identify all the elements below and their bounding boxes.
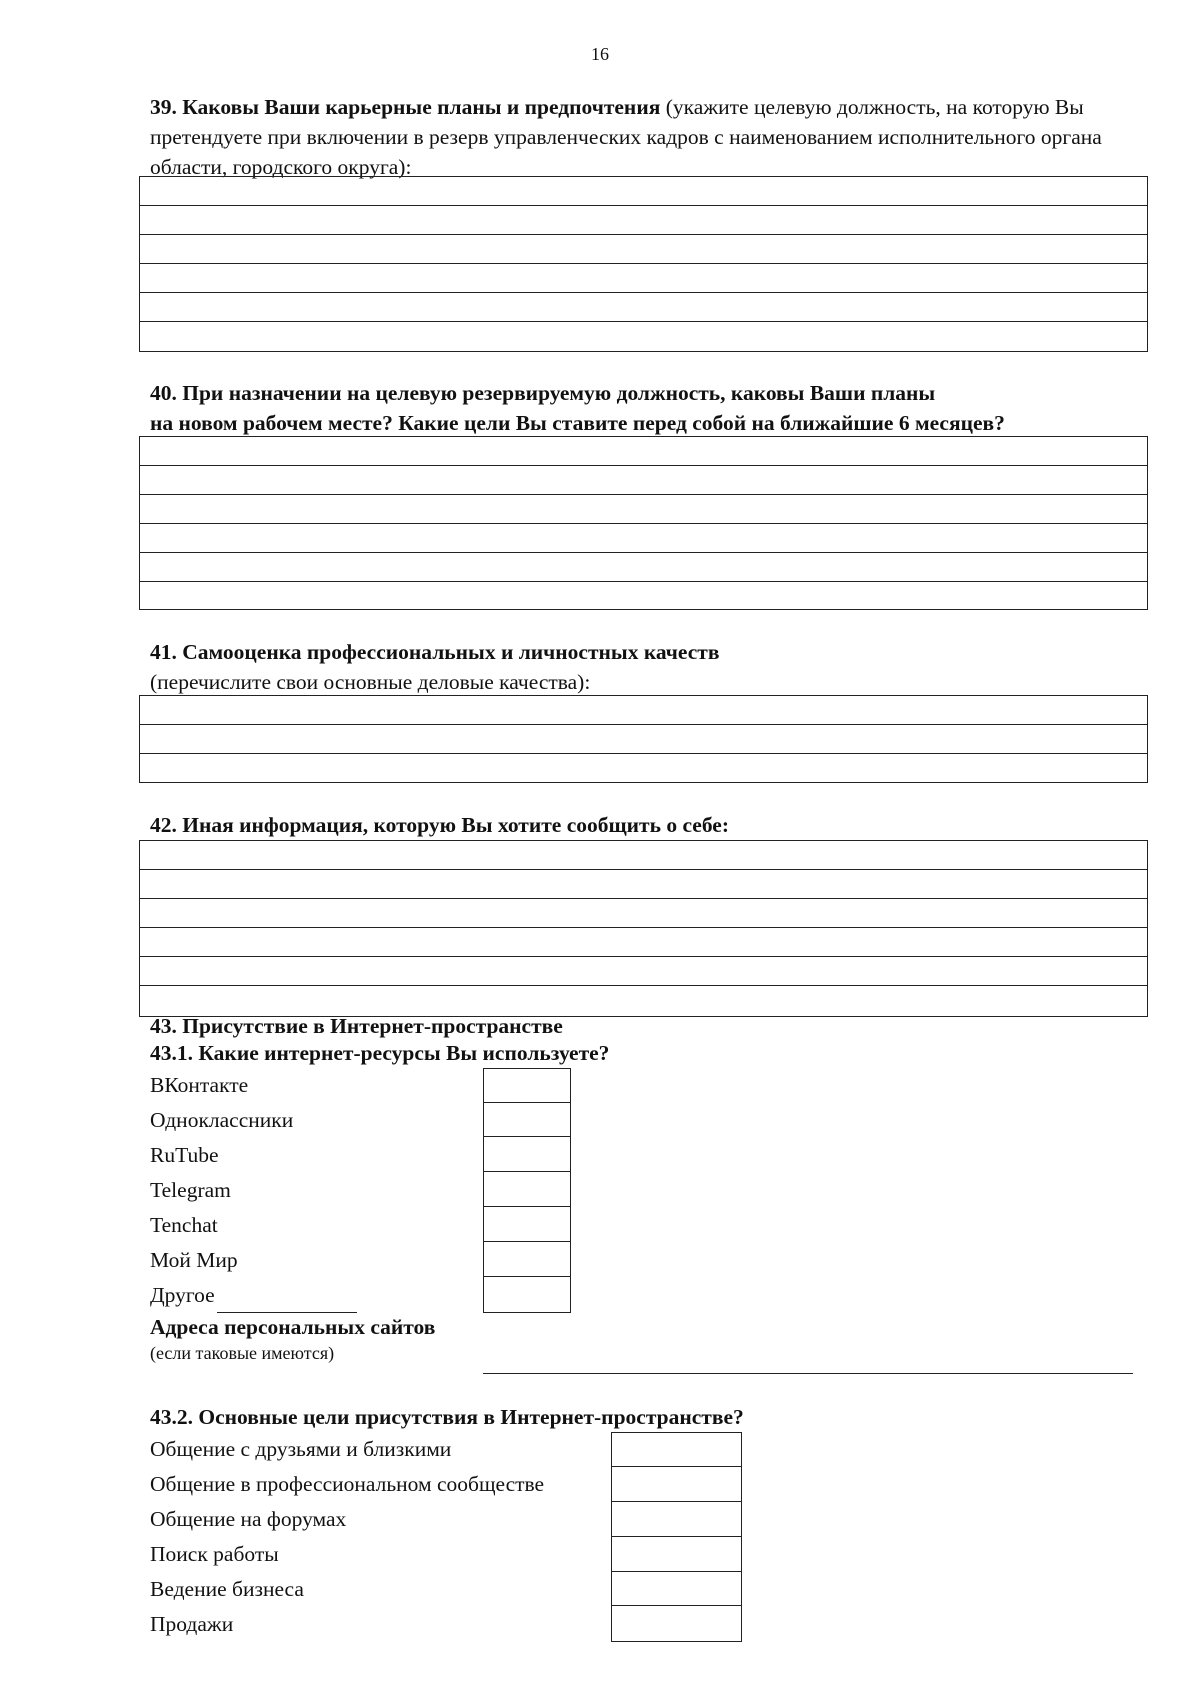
answer-line[interactable] [140, 928, 1147, 957]
personal-sites-input-line[interactable] [483, 1363, 1133, 1374]
checkbox-goal-professional[interactable] [611, 1466, 742, 1503]
question-42-title: 42. Иная информация, которую Вы хотите сообщить о себе: [150, 813, 729, 837]
checkbox-goal-business[interactable] [611, 1571, 742, 1607]
checkbox-tenchat[interactable] [483, 1206, 571, 1243]
resource-list [150, 1068, 600, 1313]
checkbox-goal-friends[interactable] [611, 1432, 742, 1468]
answer-line[interactable] [140, 177, 1147, 206]
other-resource-input-line[interactable] [217, 1290, 357, 1313]
question-43-2-title: 43.2. Основные цели присутствия в Интернет-пространстве? [150, 1405, 744, 1429]
answer-line[interactable] [140, 293, 1147, 322]
goal-label-forums: Общение на форумах [150, 1507, 347, 1531]
answer-40-box[interactable] [139, 436, 1148, 610]
question-39 [150, 92, 1140, 182]
question-41-note: (перечислите свои основные деловые качества): [150, 670, 591, 694]
resource-label-telegram: Telegram [150, 1178, 231, 1202]
goal-list [150, 1432, 750, 1642]
question-43 [150, 1013, 1140, 1067]
answer-line[interactable] [140, 582, 1147, 608]
question-39-note: (укажите целевую должность, на которую Вы претендуете при включении в резерв управленческих кадров с наименованием исполнительного органа области, городского округа): [150, 95, 1102, 179]
question-40-line1: 40. При назначении на целевую резервируемую должность, каковы Ваши планы [150, 381, 936, 405]
checkbox-moy-mir[interactable] [483, 1241, 571, 1278]
goal-label-professional: Общение в профессиональном сообществе [150, 1472, 545, 1496]
answer-line[interactable] [140, 206, 1147, 235]
question-43-1-title: 43.1. Какие интернет-ресурсы Вы используете? [150, 1041, 610, 1065]
answer-line[interactable] [140, 495, 1147, 524]
answer-line[interactable] [140, 235, 1147, 264]
answer-line[interactable] [140, 437, 1147, 466]
goal-label-sales: Продажи [150, 1612, 234, 1636]
resource-label-moy-mir: Мой Мир [150, 1248, 238, 1272]
checkbox-other[interactable] [483, 1276, 571, 1313]
answer-line[interactable] [140, 322, 1147, 350]
page-number: 16 [591, 44, 609, 64]
goal-label-job-search: Поиск работы [150, 1542, 279, 1566]
resource-label-vkontakte: ВКонтакте [150, 1073, 249, 1097]
answer-line[interactable] [140, 870, 1147, 899]
checkbox-rutube[interactable] [483, 1136, 571, 1173]
answer-line[interactable] [140, 957, 1147, 986]
answer-41-box[interactable] [139, 695, 1148, 783]
resource-label-odnoklassniki: Одноклассники [150, 1108, 294, 1132]
resource-label-rutube: RuTube [150, 1143, 219, 1167]
checkbox-telegram[interactable] [483, 1171, 571, 1208]
checkbox-vkontakte[interactable] [483, 1068, 571, 1104]
personal-sites-label: Адреса персональных сайтов [150, 1315, 436, 1339]
personal-sites-note: (если таковые имеются) [150, 1343, 335, 1363]
answer-line[interactable] [140, 899, 1147, 928]
answer-line[interactable] [140, 986, 1147, 1015]
answer-line[interactable] [140, 466, 1147, 495]
checkbox-goal-sales[interactable] [611, 1605, 742, 1642]
answer-line[interactable] [140, 264, 1147, 293]
checkbox-goal-forums[interactable] [611, 1501, 742, 1538]
goal-label-friends: Общение с друзьями и близкими [150, 1437, 452, 1461]
answer-39-box[interactable] [139, 176, 1148, 352]
answer-line[interactable] [140, 553, 1147, 582]
answer-line[interactable] [140, 725, 1147, 754]
question-40 [150, 378, 1140, 438]
question-40-line2: на новом рабочем месте? Какие цели Вы ставите перед собой на ближайшие 6 месяцев? [150, 411, 1005, 435]
question-43-title: 43. Присутствие в Интернет-пространстве [150, 1014, 563, 1038]
answer-line[interactable] [140, 841, 1147, 870]
question-41-title: 41. Самооценка профессиональных и личностных качеств [150, 640, 720, 664]
question-41 [150, 637, 1140, 697]
resource-label-tenchat: Tenchat [150, 1213, 218, 1237]
question-39-title: 39. Каковы Ваши карьерные планы и предпочтения [150, 95, 661, 119]
answer-42-box[interactable] [139, 840, 1148, 1017]
question-42 [150, 810, 1140, 840]
checkbox-goal-job-search[interactable] [611, 1536, 742, 1573]
question-43-2 [150, 1402, 1140, 1432]
checkbox-odnoklassniki[interactable] [483, 1102, 571, 1138]
goal-label-business: Ведение бизнеса [150, 1577, 304, 1601]
answer-line[interactable] [140, 696, 1147, 725]
answer-line[interactable] [140, 524, 1147, 553]
resource-row-other [150, 1278, 357, 1313]
answer-line[interactable] [140, 754, 1147, 781]
resource-label-other: Другое [150, 1283, 215, 1307]
